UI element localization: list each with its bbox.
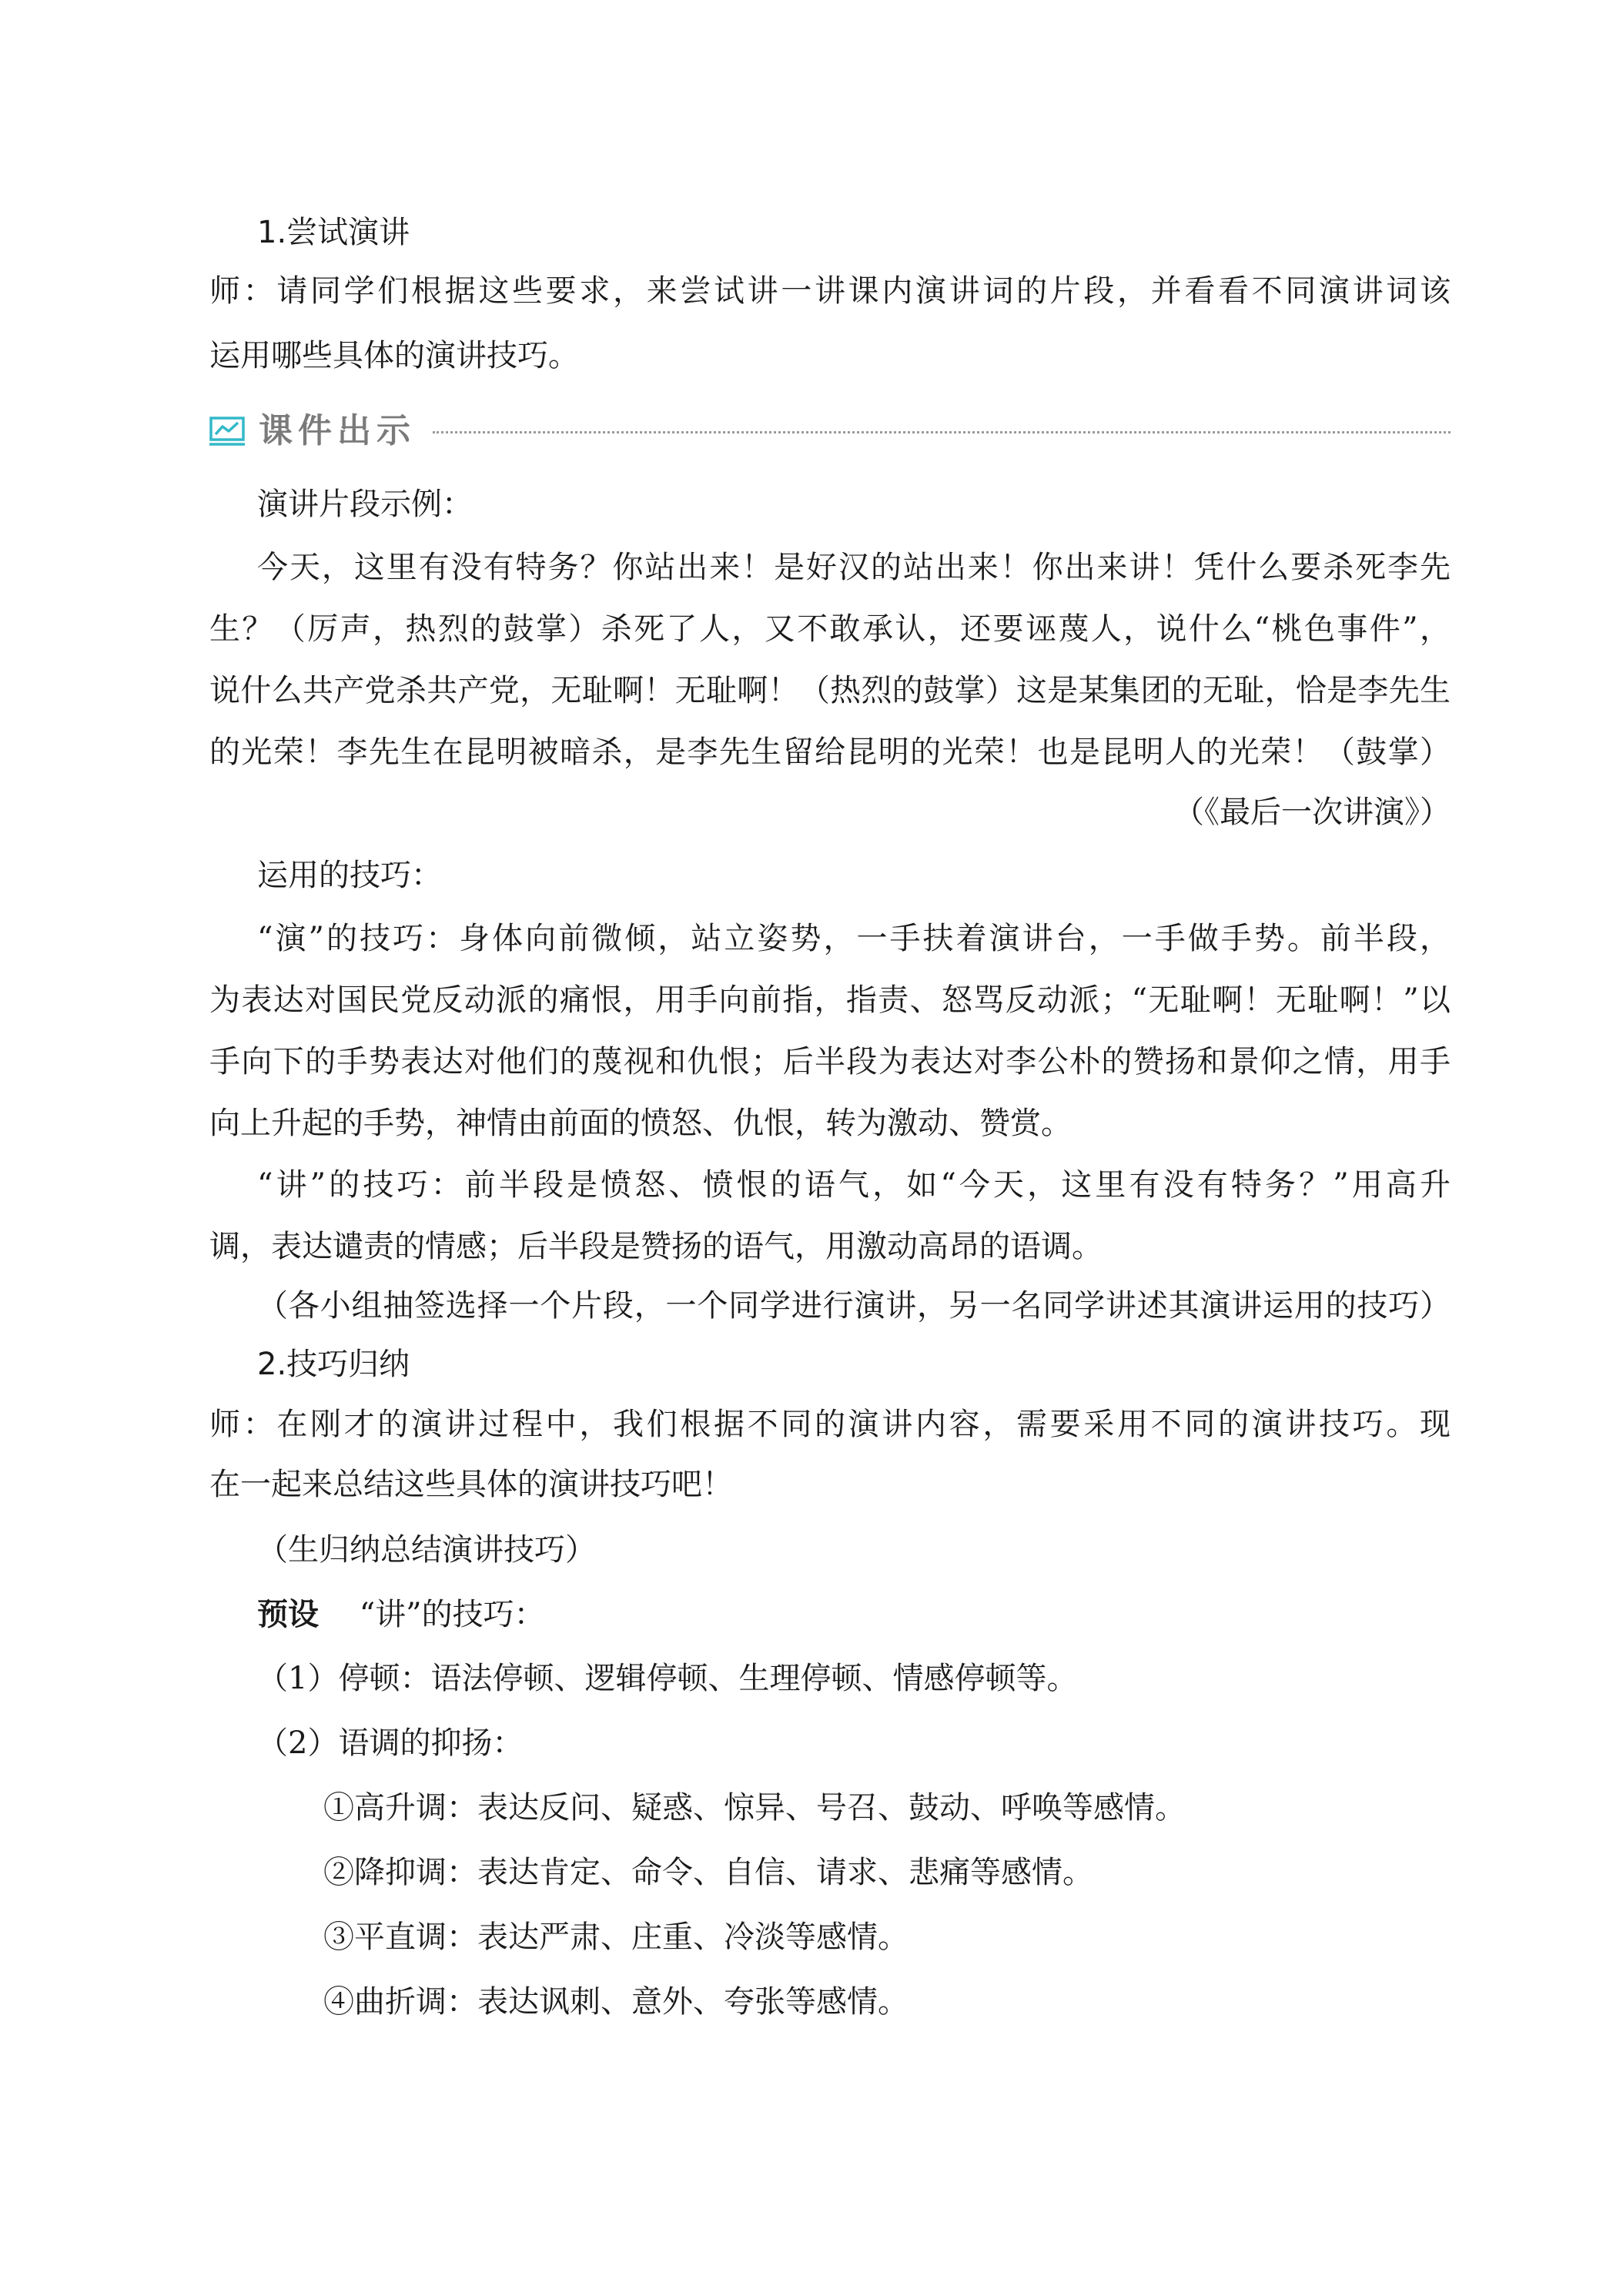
subitem-curved-tone: ④曲折调：表达讽刺、意外、夸张等感情。 [323,1984,909,2020]
header-dotted-rule [433,431,1451,433]
activity-note: （各小组抽签选择一个片段，一个同学进行演讲，另一名同学讲述其演讲运用的技巧） [257,1288,1451,1324]
example-label: 演讲片段示例： [257,487,473,522]
example-line-3: 说什么共产党杀共产党，无耻啊！无耻啊！（热烈的鼓掌）这是某集团的无耻，恰是李先生 [209,673,1451,708]
presentation-board-icon [209,416,245,448]
techniques-label: 运用的技巧： [257,858,442,893]
preset-text: “讲”的技巧： [359,1597,545,1632]
preset-label: 预设 [257,1597,319,1632]
yan-technique-line-1: “演”的技巧：身体向前微倾，站立姿势，一手扶着演讲台，一手做手势。前半段， [257,921,1451,956]
yan-technique-line-4: 向上升起的手势，神情由前面的愤怒、仇恨，转为激动、赞赏。 [209,1106,1072,1141]
student-note: （生归纳总结演讲技巧） [257,1532,596,1568]
preset-line [257,1595,545,1634]
example-line-4: 的光荣！李先生在昆明被暗杀，是李先生留给昆明的光荣！也是昆明人的光荣！（鼓掌） [209,735,1451,770]
courseware-header [209,410,1451,453]
example-line-2: 生？（厉声，热烈的鼓掌）杀死了人，又不敢承认，还要诬蔑人，说什么“桃色事件”， [209,611,1451,647]
yan-technique-line-3: 手向下的手势表达对他们的蔑视和仇恨；后半段为表达对李公朴的赞扬和景仰之情，用手 [209,1044,1451,1079]
courseware-title: 课件出示 [259,411,416,450]
example-source: （《最后一次讲演》） [1173,795,1451,830]
list-item-pause: （1）停顿：语法停顿、逻辑停顿、生理停顿、情感停顿等。 [257,1661,1078,1696]
section-heading-2: 2.技巧归纳 [257,1347,410,1382]
subitem-falling-tone: ②降抑调：表达肯定、命令、自信、请求、悲痛等感情。 [323,1855,1093,1890]
jiang-technique-line-1: “讲”的技巧：前半段是愤怒、愤恨的语气，如“今天，这里有没有特务？”用高升 [257,1167,1451,1203]
subitem-level-tone: ③平直调：表达严肃、庄重、冷淡等感情。 [323,1919,909,1955]
teacher-intro-line-1: 师：请同学们根据这些要求，来尝试讲一讲课内演讲词的片段，并看看不同演讲词该 [209,273,1451,309]
example-line-1: 今天，这里有没有特务？你站出来！是好汉的站出来！你出来讲！凭什么要杀死李先 [257,550,1451,585]
jiang-technique-line-2: 调，表达谴责的情感；后半段是赞扬的语气，用激动高昂的语调。 [209,1229,1103,1264]
yan-technique-line-2: 为表达对国民党反动派的痛恨，用手向前指，指责、怒骂反动派；“无耻啊！无耻啊！”以 [209,982,1451,1018]
summary-intro-line-2: 在一起来总结这些具体的演讲技巧吧！ [209,1467,733,1502]
list-item-intonation: （2）语调的抑扬： [257,1725,524,1761]
subitem-rising-tone: ①高升调：表达反问、疑惑、惊异、号召、鼓动、呼唤等感情。 [323,1790,1186,1826]
summary-intro-line-1: 师：在刚才的演讲过程中，我们根据不同的演讲内容，需要采用不同的演讲技巧。现 [209,1407,1451,1442]
section-heading-1: 1.尝试演讲 [257,215,410,250]
teacher-intro-line-2: 运用哪些具体的演讲技巧。 [209,338,579,373]
